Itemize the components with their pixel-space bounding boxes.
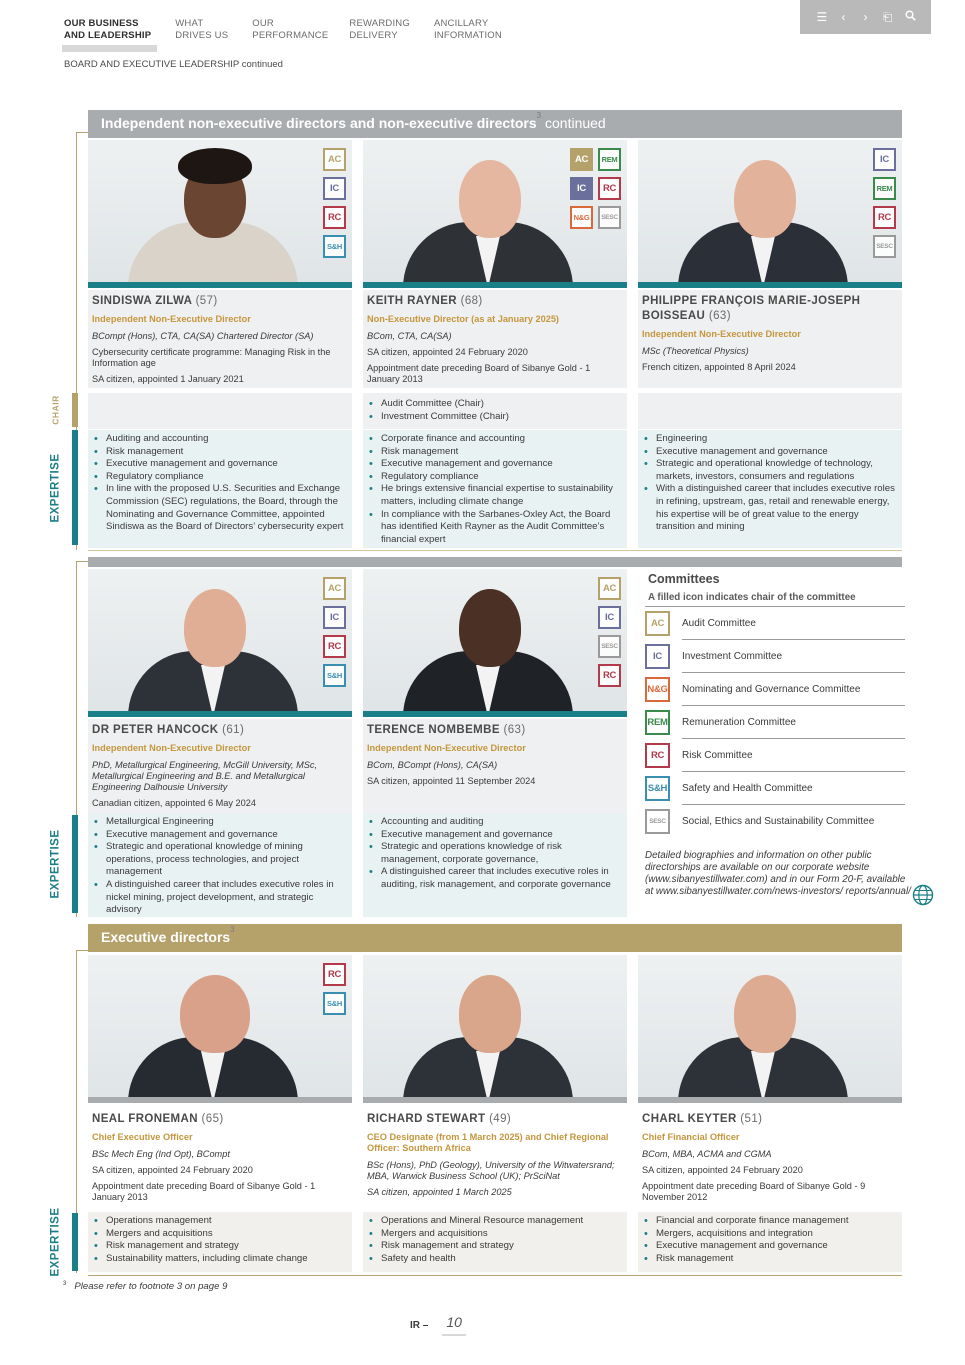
committee-tag-rc: RC xyxy=(323,963,346,986)
executive-name: CHARL KEYTER (51) xyxy=(642,1113,763,1125)
expertise-item: • Risk management and strategy xyxy=(367,1240,623,1253)
committee-icon-rem: REM xyxy=(645,710,670,735)
director-role: Independent Non-Executive Director xyxy=(367,743,526,753)
top-navigation xyxy=(64,18,526,41)
expertise-side-bar xyxy=(72,430,78,545)
expertise-list-boisseau xyxy=(638,430,902,548)
committee-tag-ac: AC xyxy=(323,577,346,600)
executive-info-stewart xyxy=(363,1108,627,1210)
director-detail: SA citizen, appointed 1 January 2021 xyxy=(92,374,244,384)
expertise-item: • Risk management and strategy xyxy=(92,1240,348,1253)
expertise-item: • Financial and corporate finance management xyxy=(642,1215,898,1228)
committee-row: S&H Safety and Health Committee xyxy=(645,772,905,805)
section-header-executive: Executive directors$^3$ xyxy=(88,924,902,952)
executive-detail: Appointment date preceding Board of Sibanye Gold - 1 January 2013 xyxy=(92,1181,316,1202)
committee-icon-sh: S&H xyxy=(645,776,670,801)
expertise-item: • Executive management and governance xyxy=(92,458,348,471)
director-role: Independent Non-Executive Director xyxy=(92,743,251,753)
portrait-philippe-boisseau xyxy=(638,140,902,288)
expertise-item: • With a distinguished career that includes executive roles in refining, upstream, gas, retail and renewable energy, his expertise will be of great value to the energy transition and mining xyxy=(642,483,898,533)
expertise-item: • Executive management and governance xyxy=(642,1240,898,1253)
director-qualifications: BCom, BCompt (Hons), CA(SA) xyxy=(367,760,498,770)
committee-row: REM Remuneration Committee xyxy=(645,706,905,739)
director-detail: Appointment date preceding Board of Sibanye Gold - 1 January 2013 xyxy=(367,363,591,384)
expertise-item: • Operations and Mineral Resource management xyxy=(367,1215,623,1228)
director-name: TERENCE NOMBEMBE (63) xyxy=(367,724,526,736)
chair-list-rayner xyxy=(363,393,627,429)
expertise-item: • Engineering xyxy=(642,433,898,446)
committees-title: Committees xyxy=(648,572,720,586)
director-info-boisseau xyxy=(638,290,902,388)
executive-qualifications: BSc (Hons), PhD (Geology), University of the Witwatersrand; MBA, Warwick Business School (UK); PrSciNat xyxy=(367,1160,615,1181)
expertise-item: • Mergers and acquisitions xyxy=(367,1228,623,1241)
nav-rewarding-delivery[interactable]: REWARDING DELIVERY xyxy=(349,18,410,41)
committee-tag-sesc: SESC xyxy=(873,235,896,258)
toolbar xyxy=(800,0,931,34)
portrait-neal-froneman xyxy=(88,955,352,1103)
director-info-nombembe xyxy=(363,719,627,813)
committee-row: N&G Nominating and Governance Committee xyxy=(645,673,905,706)
report-prefix: IR – xyxy=(410,1319,429,1331)
executive-role: CEO Designate (from 1 March 2025) and Chief Regional Officer: Southern Africa xyxy=(367,1132,609,1153)
executive-detail: Appointment date preceding Board of Sibanye Gold - 9 November 2012 xyxy=(642,1181,866,1202)
portrait-peter-hancock xyxy=(88,569,352,717)
next-icon[interactable]: › xyxy=(863,10,868,24)
expertise-item: • Corporate finance and accounting xyxy=(367,433,623,446)
committee-tag-ng: N&G xyxy=(570,206,593,229)
committee-tag-rc: RC xyxy=(323,206,346,229)
expertise-side-label: EXPERTISE xyxy=(50,452,62,523)
expertise-list-zilwa xyxy=(88,430,352,548)
expertise-item: • Regulatory compliance xyxy=(92,471,348,484)
committee-row: AC Audit Committee xyxy=(645,607,905,640)
nav-our-business[interactable]: OUR BUSINESS AND LEADERSHIP xyxy=(64,18,152,41)
executive-detail: SA citizen, appointed 1 March 2025 xyxy=(367,1187,512,1197)
director-name: SINDISWA ZILWA (57) xyxy=(92,295,218,307)
portrait-richard-stewart xyxy=(363,955,627,1103)
expertise-item: • Operations management xyxy=(92,1215,348,1228)
expertise-item: • Regulatory compliance xyxy=(367,471,623,484)
director-detail: SA citizen, appointed 11 September 2024 xyxy=(367,776,536,786)
committee-tag-ic: IC xyxy=(873,148,896,171)
expertise-item: • He brings extensive financial expertise to sustainability matters, including climate change xyxy=(367,483,623,508)
committee-tag-sesc: SESC xyxy=(598,635,621,658)
expertise-item: • Risk management xyxy=(92,446,348,459)
director-role: Independent Non-Executive Director xyxy=(92,314,251,324)
committee-tag-ic: IC xyxy=(323,177,346,200)
chair-item: • Investment Committee (Chair) xyxy=(367,411,623,424)
portrait-charl-keyter xyxy=(638,955,902,1103)
committees-legend xyxy=(645,572,905,838)
expertise-item: • Mergers, acquisitions and integration xyxy=(642,1228,898,1241)
committee-tag-sesc: SESC xyxy=(598,206,621,229)
committee-tag-sh: S&H xyxy=(323,235,346,258)
expertise-item: • A distinguished career that includes executive roles in nickel mining, project development, and strategic advisory xyxy=(92,879,348,917)
director-name: PHILIPPE FRANÇOIS MARIE-JOSEPH BOISSEAU (63) xyxy=(642,295,861,322)
director-name: DR PETER HANCOCK (61) xyxy=(92,724,245,736)
committee-tag-ac: AC xyxy=(598,577,621,600)
back-icon[interactable]: ⎗ xyxy=(882,9,893,24)
committee-icon-sesc: SESC xyxy=(645,809,670,834)
committee-icon-ac: AC xyxy=(645,611,670,636)
committee-tag-rc: RC xyxy=(873,206,896,229)
committee-icon-ng: N&G xyxy=(645,677,670,702)
expertise-list-froneman xyxy=(88,1212,352,1272)
expertise-side-label: EXPERTISE xyxy=(50,829,62,899)
portrait-keith-rayner xyxy=(363,140,627,288)
page-number: 10 xyxy=(442,1314,466,1336)
expertise-side-bar xyxy=(72,1213,78,1271)
expertise-list-stewart xyxy=(363,1212,627,1272)
chair-item: • Audit Committee (Chair) xyxy=(367,398,623,411)
prev-icon[interactable]: ‹ xyxy=(841,10,846,24)
committee-tag-sh: S&H xyxy=(323,664,346,687)
director-info-zilwa xyxy=(88,290,352,388)
director-detail: Canadian citizen, appointed 6 May 2024 xyxy=(92,798,256,808)
section-divider xyxy=(88,550,902,551)
expertise-list-nombembe xyxy=(363,813,627,917)
committee-tag-ic-chair: IC xyxy=(570,177,593,200)
expertise-item: • Risk management xyxy=(642,1253,898,1266)
search-icon[interactable] xyxy=(905,10,915,24)
expertise-side-bar xyxy=(72,815,78,913)
committee-tag-ac: AC xyxy=(323,148,346,171)
expertise-item: • Safety and health xyxy=(367,1253,623,1266)
expertise-item: • Sustainability matters, including climate change xyxy=(92,1253,348,1266)
committee-tag-rem: REM xyxy=(598,148,621,171)
executive-qualifications: BCom, MBA, ACMA and CGMA xyxy=(642,1149,772,1159)
executive-info-keyter xyxy=(638,1108,902,1210)
executive-detail: SA citizen, appointed 24 February 2020 xyxy=(642,1165,803,1175)
section-divider xyxy=(88,1275,902,1276)
active-nav-underline xyxy=(62,45,157,52)
expertise-item: • Strategic and operational knowledge of technology, markets, investors, consumers and regulations xyxy=(642,458,898,483)
committee-tag-rc: RC xyxy=(598,177,621,200)
expertise-item: • Strategic and operational knowledge of mining operations, process technologies, and project management xyxy=(92,841,348,879)
expertise-item: • Auditing and accounting xyxy=(92,433,348,446)
committee-tag-ic: IC xyxy=(598,606,621,629)
chair-box-empty xyxy=(88,393,352,429)
executive-detail: SA citizen, appointed 24 February 2020 xyxy=(92,1165,253,1175)
committee-tag-rc: RC xyxy=(598,664,621,687)
expertise-item: • Mergers and acquisitions xyxy=(92,1228,348,1241)
committee-row: RC Risk Committee xyxy=(645,739,905,772)
committee-row: IC Investment Committee xyxy=(645,640,905,673)
executive-info-froneman xyxy=(88,1108,352,1210)
director-detail: French citizen, appointed 8 April 2024 xyxy=(642,362,796,372)
director-qualifications: BCompt (Hons), CTA, CA(SA) Chartered Director (SA) xyxy=(92,331,314,341)
nav-ancillary-information[interactable]: ANCILLARY INFORMATION xyxy=(433,18,502,41)
expertise-list-keyter xyxy=(638,1212,902,1272)
expertise-item: • In line with the proposed U.S. Securities and Exchange Commission (SEC) regulations, the Board, through the Nominating and Governance Committee, appointed Sindiswa as the Board of Directors’ cybersecurity expert xyxy=(92,483,348,533)
expertise-item: • Metallurgical Engineering xyxy=(92,816,348,829)
expertise-side-label: EXPERTISE xyxy=(50,1207,62,1277)
committees-note: Detailed biographies and information on other public directorships are available on our corporate website (www.sibanyestillwater.com) and in our Form 20-F, available at www.sibanyestillwater.com/news-investors/ reports/annual/ xyxy=(645,850,911,897)
breadcrumb: BOARD AND EXECUTIVE LEADERSHIP continued xyxy=(64,59,283,70)
footnote: $^3$ Please refer to footnote 3 on page 9 xyxy=(63,1281,228,1293)
expertise-list-hancock xyxy=(88,813,352,917)
director-role: Independent Non-Executive Director xyxy=(642,329,801,339)
director-detail: SA citizen, appointed 24 February 2020 xyxy=(367,347,528,357)
globe-icon[interactable] xyxy=(912,884,934,906)
expertise-item: • Strategic and operations knowledge of risk management, corporate governance, xyxy=(367,841,623,866)
expertise-item: • Executive management and governance xyxy=(367,458,623,471)
committee-tag-rem: REM xyxy=(873,177,896,200)
expertise-list-rayner xyxy=(363,430,627,548)
executive-name: NEAL FRONEMAN (65) xyxy=(92,1113,224,1125)
chair-side-label: CHAIR xyxy=(51,395,62,425)
director-qualifications: BCom, CTA, CA(SA) xyxy=(367,331,452,341)
director-detail: Cybersecurity certificate programme: Managing Risk in the Information age xyxy=(92,347,331,368)
director-qualifications: MSc (Theoretical Physics) xyxy=(642,346,749,356)
director-info-hancock xyxy=(88,719,352,813)
director-role: Non-Executive Director (as at January 2025) xyxy=(367,314,559,324)
expertise-item: • Accounting and auditing xyxy=(367,816,623,829)
menu-icon[interactable]: ☰ xyxy=(816,10,828,24)
expertise-item: • A distinguished career that includes executive roles in auditing, risk management, and corporate governance xyxy=(367,866,623,891)
executive-role: Chief Financial Officer xyxy=(642,1132,740,1142)
chair-side-bar xyxy=(72,393,78,427)
director-info-rayner xyxy=(363,290,627,388)
chair-box-empty xyxy=(638,393,902,429)
committee-tag-ic: IC xyxy=(323,606,346,629)
committee-row: SESC Social, Ethics and Sustainability Committee xyxy=(645,805,905,838)
committee-tag-sh: S&H xyxy=(323,992,346,1015)
row-separator-bar xyxy=(88,557,902,567)
expertise-item: • Executive management and governance xyxy=(92,829,348,842)
portrait-terence-nombembe xyxy=(363,569,627,717)
expertise-item: • Executive management and governance xyxy=(367,829,623,842)
director-name: KEITH RAYNER (68) xyxy=(367,295,483,307)
nav-what-drives-us[interactable]: WHAT DRIVES US xyxy=(175,18,229,41)
committee-tag-rc: RC xyxy=(323,635,346,658)
expertise-item: • Risk management xyxy=(367,446,623,459)
executive-qualifications: BSc Mech Eng (Ind Opt), BCompt xyxy=(92,1149,230,1159)
committees-subtitle: A filled icon indicates chair of the committee xyxy=(648,592,856,603)
committee-icon-rc: RC xyxy=(645,743,670,768)
executive-role: Chief Executive Officer xyxy=(92,1132,193,1142)
portrait-sindiswa-zilwa xyxy=(88,140,352,288)
committee-tag-ac-chair: AC xyxy=(570,148,593,171)
expertise-item: • Executive management and governance xyxy=(642,446,898,459)
executive-name: RICHARD STEWART (49) xyxy=(367,1113,512,1125)
committee-icon-ic: IC xyxy=(645,644,670,669)
page-footer xyxy=(410,1314,466,1336)
expertise-item: • In compliance with the Sarbanes-Oxley Act, the Board has identified Keith Rayner as the Audit Committee’s financial expert xyxy=(367,509,623,547)
section-header-non-executive: Independent non-executive directors and non-executive directors$^3$ continued xyxy=(88,110,902,138)
director-qualifications: PhD, Metallurgical Engineering, McGill University, MSc, Metallurgical Engineering and B.E. and Metallurgical Engineering Dalhousie University xyxy=(92,760,317,792)
nav-our-performance[interactable]: OUR PERFORMANCE xyxy=(252,18,329,41)
